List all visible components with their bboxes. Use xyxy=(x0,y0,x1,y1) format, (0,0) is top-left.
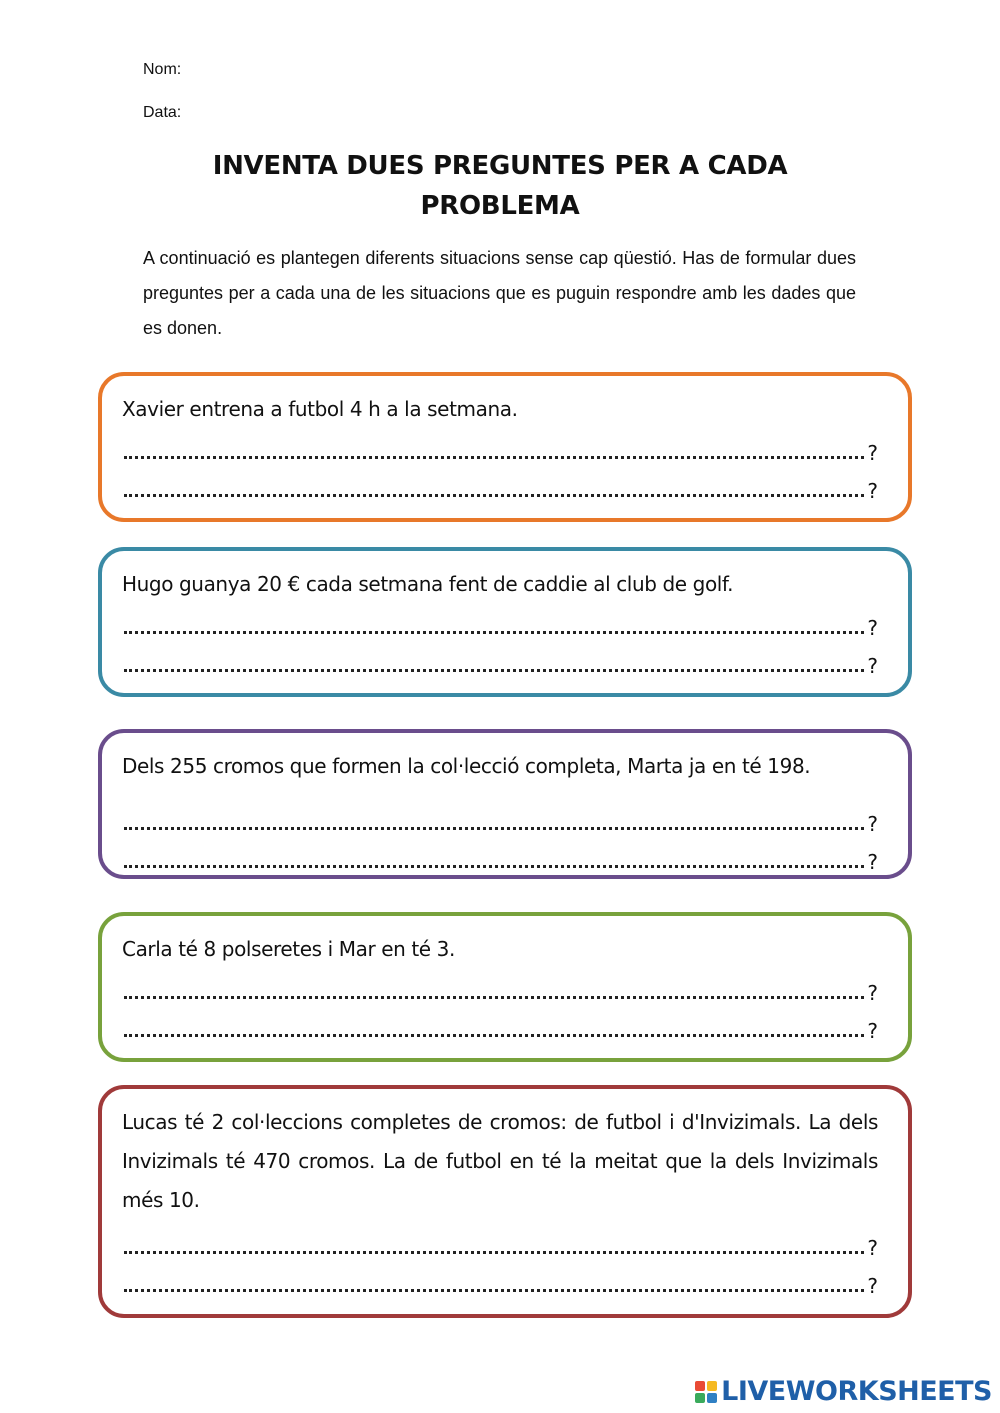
dotted-line xyxy=(124,827,864,830)
answer-line-2[interactable] xyxy=(122,1262,878,1300)
dotted-line xyxy=(124,669,864,672)
answer-line-2[interactable] xyxy=(122,1007,878,1045)
question-mark: ? xyxy=(867,1019,878,1043)
question-mark: ? xyxy=(867,616,878,640)
dotted-line xyxy=(124,456,864,459)
problem-box-1 xyxy=(98,372,912,522)
answer-line-1[interactable] xyxy=(122,1224,878,1262)
answer-line-2[interactable] xyxy=(122,467,878,505)
page-title xyxy=(100,146,900,226)
dotted-line xyxy=(124,494,864,497)
answer-line-1[interactable] xyxy=(122,800,878,838)
problem-statement: Dels 255 cromos que formen la col·lecció completa, Marta ja en té 198. xyxy=(122,754,811,778)
question-mark: ? xyxy=(867,479,878,503)
answer-line-1[interactable] xyxy=(122,429,878,467)
problem-statement: Carla té 8 polseretes i Mar en té 3. xyxy=(122,937,455,961)
dotted-line xyxy=(124,865,864,868)
problem-box-3 xyxy=(98,729,912,879)
answer-line-2[interactable] xyxy=(122,838,878,876)
dotted-line xyxy=(124,1034,864,1037)
dotted-line xyxy=(124,631,864,634)
question-mark: ? xyxy=(867,1236,878,1260)
liveworksheets-watermark xyxy=(695,1376,992,1407)
question-mark: ? xyxy=(867,981,878,1005)
page-title-line-2: PROBLEMA xyxy=(420,191,580,221)
answer-line-2[interactable] xyxy=(122,642,878,680)
name-label: Nom: xyxy=(143,61,182,78)
problem-box-4 xyxy=(98,912,912,1062)
problem-statement: Hugo guanya 20 € cada setmana fent de caddie al club de golf. xyxy=(122,572,734,596)
problem-box-2 xyxy=(98,547,912,697)
question-mark: ? xyxy=(867,654,878,678)
question-mark: ? xyxy=(867,441,878,465)
liveworksheets-logo-icon xyxy=(695,1381,717,1403)
answer-line-1[interactable] xyxy=(122,969,878,1007)
question-mark: ? xyxy=(867,850,878,874)
dotted-line xyxy=(124,1251,864,1254)
watermark-text: LIVEWORKSHEETS xyxy=(721,1376,992,1407)
instructions: A continuació es plantegen diferents situacions sense cap qüestió. Has de formular dues preguntes per a cada una de les situacions que es puguin respondre amb les dades que es donen. xyxy=(143,248,856,338)
question-mark: ? xyxy=(867,812,878,836)
dotted-line xyxy=(124,996,864,999)
problem-statement: Xavier entrena a futbol 4 h a la setmana. xyxy=(122,397,518,421)
problem-statement: Lucas té 2 col·leccions completes de cromos: de futbol i d'Invizimals. La dels Invizimals té 470 cromos. La de futbol en té la meitat que la dels Invizimals més 10. xyxy=(122,1110,878,1212)
problem-box-5 xyxy=(98,1085,912,1318)
answer-line-1[interactable] xyxy=(122,604,878,642)
dotted-line xyxy=(124,1289,864,1292)
date-label: Data: xyxy=(143,104,182,121)
question-mark: ? xyxy=(867,1274,878,1298)
page-title-line-1: INVENTA DUES PREGUNTES PER A CADA xyxy=(212,151,788,181)
